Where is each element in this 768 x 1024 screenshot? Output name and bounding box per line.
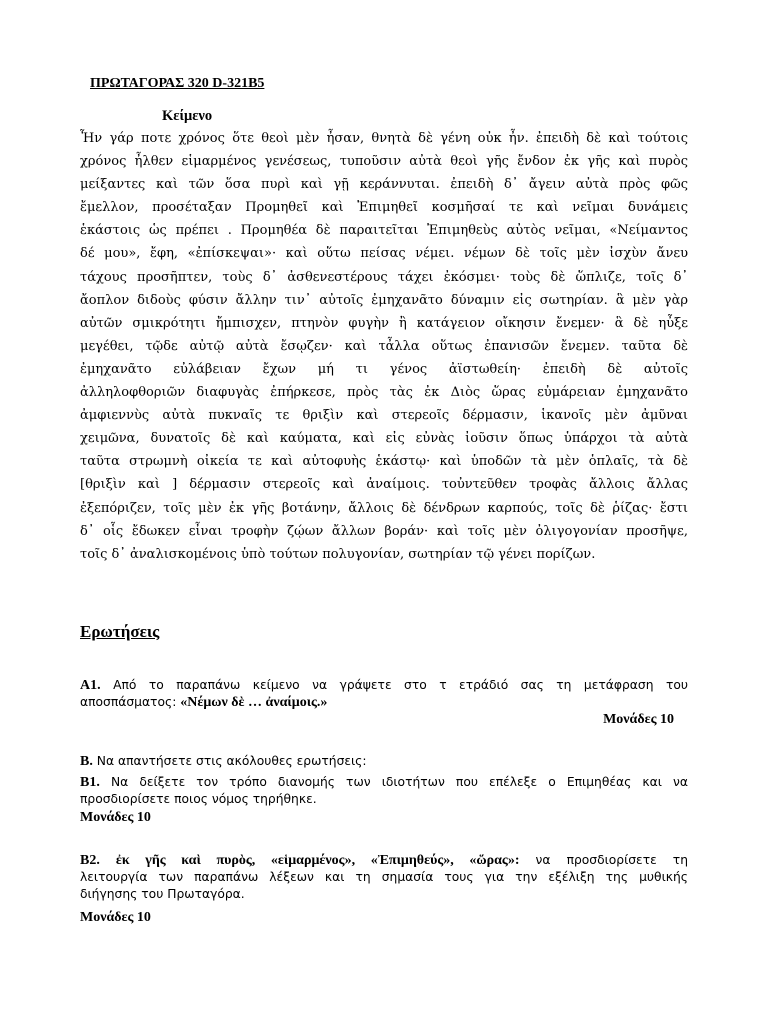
question-a1-quote: «Νέμων δὲ … ἀναίμοις.» [180, 695, 328, 710]
question-a1 [80, 677, 688, 711]
question-b2-line1 [80, 852, 688, 869]
question-b2-points: Μονάδες 10 [80, 910, 151, 925]
text-line: τάχους προσῆπτεν, τοὺς δ᾽ ἀσθενεστέρους τάχει ἐκόσμει· τοὺς δὲ ὥπλιζε, τοῖς δ᾽ [80, 269, 688, 285]
question-b2 [80, 852, 688, 903]
text-line: μείξαντες καὶ τῶν ὅσα πυρὶ καὶ γῇ κεράννυται. ἐπειδὴ δ᾽ ἄγειν αὐτὰ πρὸς φῶς [80, 177, 688, 193]
question-b1-line2: προσδιορίσετε ποιος νόμος τηρήθηκε. [80, 792, 317, 806]
question-a1-prefix: αποσπάσματος: [80, 695, 181, 709]
text-line: ταῦτα στρωμνὴ οἰκεία τε καὶ αὐτοφυὴς ἑκάστῳ· καὶ ὑποδῶν τὰ μὲν ὁπλαῖς, τὰ δὲ [80, 454, 688, 470]
question-b1-line1 [80, 774, 688, 791]
question-b1-label: Β1. [80, 775, 100, 790]
text-section-heading: Κείμενο [162, 108, 213, 124]
question-b-text: Να απαντήσετε στις ακόλουθες ερωτήσεις: [96, 754, 367, 768]
question-b2-label: Β2. [80, 853, 100, 868]
text-line: μεγέθει, τῷδε αὐτῷ αὐτὰ ἔσῳζεν· καὶ τἆλλα οὕτως ἐπανισῶν ἔνεμεν. ταῦτα δὲ [80, 338, 688, 354]
question-b1-points: Μονάδες 10 [80, 810, 151, 825]
text-line: δέ μου», ἔφη, «ἐπίσκεψαι»· καὶ οὕτω πείσας νέμει. νέμων δὲ τοῖς μὲν ἰσχὺν ἄνευ [80, 246, 688, 262]
text-line: χρόνος ἦλθεν εἱμαρμένος γενέσεως, τυποῦσιν αὐτὰ θεοὶ γῆς ἔνδον ἐκ γῆς καὶ πυρὸς [80, 154, 688, 170]
question-a1-line2 [80, 694, 688, 711]
text-line: δ᾽ οἷς ἔδωκεν εἶναι τροφὴν ζῴων ἄλλων βοράν· καὶ τοῖς μὲν ὀλιγογονίαν προσῆψε, [80, 523, 688, 539]
text-line: ἐμηχανᾶτο εὐλάβειαν ἔχων μή τι γένος ἀϊστωθείη· ἐπειδὴ δὲ αὐτοῖς [80, 361, 688, 377]
text-line: ἀμφιεννὺς αὐτὰ πυκναῖς τε θριξὶν καὶ στερεοῖς δέρμασιν, ἱκανοῖς μὲν ἀμῦναι [80, 408, 688, 424]
question-b-label: Β. [80, 754, 93, 769]
text-line: ἑκάστοις ὡς πρέπει . Προμηθέα δὲ παραιτεῖται Ἐπιμηθεὺς αὐτὸς νεῖμαι, «Νείμαντος [80, 223, 688, 239]
text-line: χειμῶνα, δυνατοῖς δὲ καὶ καύματα, καὶ εἰς εὐνὰς ἰοῦσιν ὅπως ὑπάρχοι τὰ αὐτὰ [80, 431, 688, 447]
question-b1-text: Να δείξετε τον τρόπο διανομής των ιδιοτήτων που επέλεξε ο Επιμηθέας και να [110, 775, 688, 789]
question-a1-line1 [80, 677, 688, 694]
question-b2-terms: ἐκ γῆς καὶ πυρὸς, «εἱμαρμένος», «Ἐπιμηθεύς», «ὥρας»: [115, 853, 520, 868]
page-title: ΠΡΩΤΑΓΟΡΑΣ 320 D-321B5 [90, 76, 265, 91]
question-b2-line3: διήγησης του Πρωταγόρα. [80, 887, 245, 901]
question-b-line [80, 753, 688, 770]
question-b2-line2: λειτουργία των παραπάνω λέξεων και τη σημασία τους για την εξέλιξη της μυθικής [80, 870, 688, 884]
ancient-greek-text [80, 127, 688, 566]
text-line: αὐτῶν σμικρότητι ἤμπισχεν, πτηνὸν φυγὴν ἢ κατάγειον οἴκησιν ἔνεμεν· ἃ δὲ ηὖξε [80, 315, 688, 331]
text-line: ἀλληλοφθοριῶν διαφυγὰς ἐπήρκεσε, πρὸς τὰς ἐκ Διὸς ὥρας εὐμάρειαν ἐμηχανᾶτο [80, 385, 688, 401]
questions-heading: Ερωτήσεις [80, 622, 160, 641]
question-b [80, 753, 688, 770]
text-line: ἐξεπόριζεν, τοῖς μὲν ἐκ γῆς βοτάνην, ἄλλοις δὲ δένδρων καρπούς, τοῖς δὲ ῥίζας· ἔστι [80, 500, 688, 516]
question-b2-text: να προσδιορίσετε τη [519, 853, 688, 867]
text-line: τοῖς δ᾽ ἀναλισκομένοις ὑπὸ τούτων πολυγονίαν, σωτηρίαν τῷ γένει πορίζων. [80, 546, 596, 562]
text-line: Ἦν γάρ ποτε χρόνος ὅτε θεοὶ μὲν ἦσαν, θνητὰ δὲ γένη οὐκ ἦν. ἐπειδὴ δὲ καὶ τούτοις [80, 131, 688, 146]
question-b1 [80, 774, 688, 808]
question-a1-points: Μονάδες 10 [603, 712, 674, 727]
text-line: [θριξὶν καὶ ] δέρμασιν στερεοῖς καὶ ἀναίμοις. τοὐντεῦθεν τροφὰς ἄλλοις ἄλλας [80, 477, 688, 493]
question-a1-text: Από το παραπάνω κείμενο να γράψετε στο τ ετράδιό σας τη μετάφραση του [113, 678, 688, 692]
text-line: ἄοπλον διδοὺς φύσιν ἄλλην τιν᾽ αὐτοῖς ἐμηχανᾶτο δύναμιν εἰς σωτηρίαν. ἃ μὲν γὰρ [80, 292, 688, 308]
question-a1-label: Α1. [80, 678, 101, 693]
text-line: ἔμελλον, προσέταξαν Προμηθεῖ καὶ Ἐπιμηθεῖ κοσμῆσαί τε καὶ νεῖμαι δυνάμεις [80, 200, 688, 216]
